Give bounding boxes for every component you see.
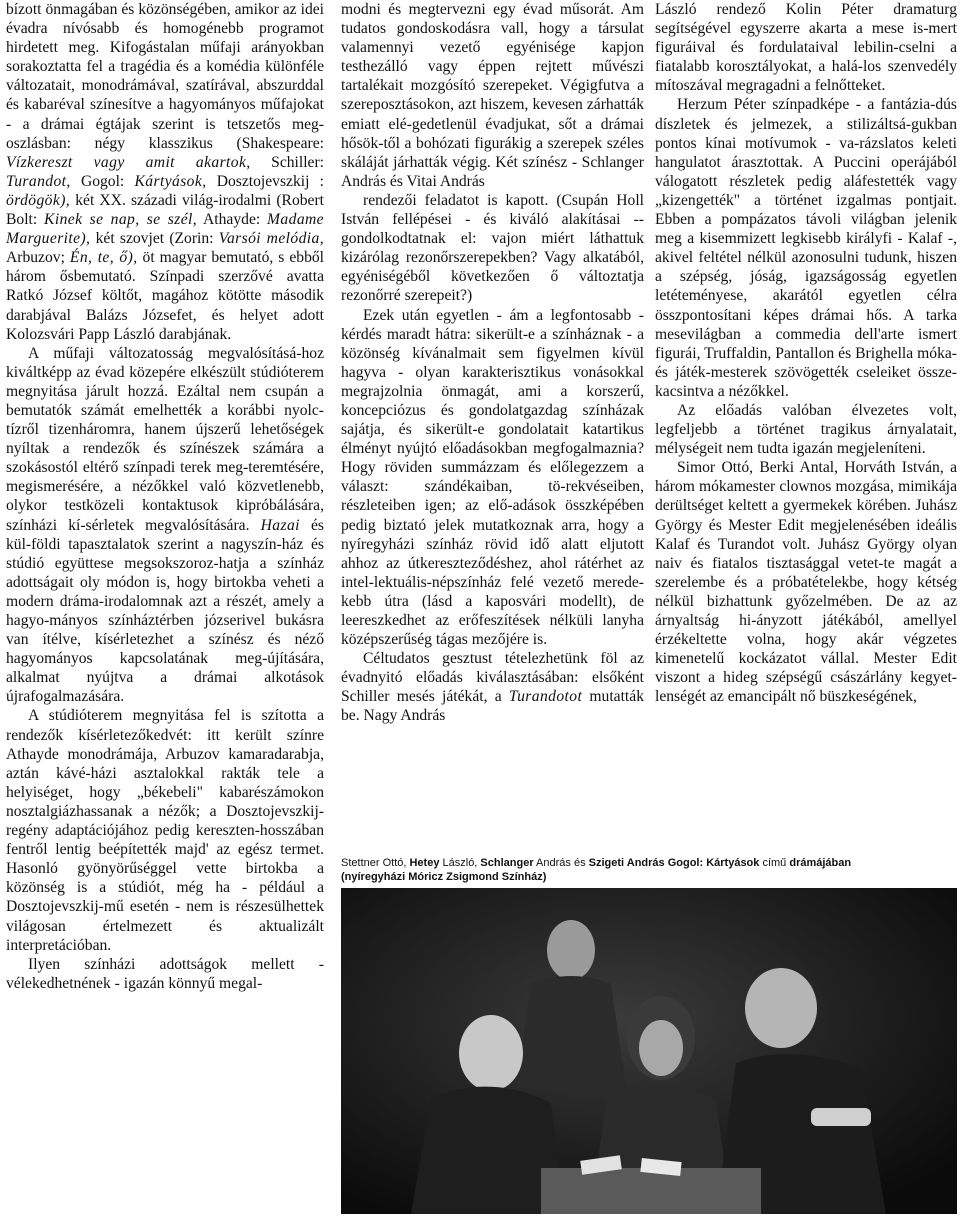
paragraph: László rendező Kolin Péter dramaturg segítségével egyszerre akarta a mese is-mert figuráival és fordulataival lebilin-cselni a fiatalabb korosztályokat, a halá-los szenvedély mítoszával megragadni a felnőtteket. — [655, 1, 957, 95]
paragraph: rendezői feladatot is kapott. (Csupán Holl István fellépései - és kiváló alakításai -- gondolkodtatnak el: vajon miért láthattuk kizárólag rezonőrszerepekben? Vagy alkatából, egyéniségéből következően ő változtatja rezonőrré szerepeit?) — [341, 191, 644, 305]
article-column-3 — [655, 0, 957, 706]
paragraph: bízott önmagában és közönségében, amikor az idei évadra nívósabb és homogénebb programot hirdetett meg. Kifogástalan műfaji arányokban sorakoztatta fel a tragédia és a komédia különféle változatait, monodrámával, szatírával, abszurddal és kabaréval színesítve a hagyományos műfajokat - a drámai égtájak szerint is tetszetős meg-oszlásban: négy klasszikus (Shakespeare: Vízkereszt vagy amit akartok, Schiller: Turandot, Gogol: Kártyások, Dosztojevszkij : ördögök), két XX. századi világ-irodalmi (Robert Bolt: Kinek se nap, se szél, Athayde: Madame Marguerite), két szovjet (Zorin: Varsói melódia, Arbuzov; Én, te, ő), öt magyar bemutató, s ebből három ősbemutató. Színpadi szerzővé avatta Ratkó József költőt, magához kötötte második darabjával Balázs Józsefet, és helyet adott Kolozsvári Papp László darabjának. — [6, 1, 324, 343]
paragraph: Simor Ottó, Berki Antal, Horváth István, a három mókamester clownos mozgása, mimikája derültséget keltett a gyermekek körében. Juhász György és Mester Edit megjelenésében ideális Kalaf és Turandot volt. Juhász György olyan naiv és fiatalos tisztasággal vetet-te magát a szerelembe és a próbatételekbe, hogy kétség nélkül bizhattunk győzelmében. De az az árnyaltság hi-ányzott játékából, amellyel érzékeltette volna, hogy akár végzetes kimenetelű kockázatot vállal. Mester Edit viszont a hideg szépségű császárlány kegyet-lenségét az emancipált nő büszkeségének, — [655, 459, 957, 706]
paragraph: Ezek után egyetlen - ám a legfontosabb - kérdés maradt hátra: sikerült-e a színháznak - a közönség kívánalmait sem figyelmen kívül hagyva - olyan karakterisztikus vonásokkal megrajzolnia önmagát, ami a korszerű, koncepciózus és gondolatgazdag színházak sajátja, és sikerült-e gondolatait katartikus élményt nyújtó előadásokban megfogalmaznia? Hogy röviden summázzam és előlegezzem a választ: szándékaiban, tö-rekvéseiben, részleteiben igen; az elő-adások összképében pedig biztató jelek mutatkoznak arra, hogy a nyíregyházi színház rövid idő alatt eljutott ahhoz az útkereszteződéshez, ahol rátérhet az intel-lektuális-népszínház felé vezető merede-kebb útra (lásd a kaposvári modellt), de leereszkedhet az erőfeszítések nélküli lanyha középszerűség tágas mezőjére is. — [341, 306, 644, 649]
paragraph: Céltudatos gesztust tételezhetünk föl az évadnyitó előadás kiválasztásában: elsőként Schiller mesés játékát, a Turandotot mutatták be. Nagy András — [341, 650, 644, 725]
paragraph: modni és megtervezni egy évad műsorát. Am tudatos gondoskodásra vall, hogy a társulat valamennyi vezető egyénisége kapjon testhezálló vagy éppen rejtett művészi tartalékait mozgósító szerepeket. Végigfutva a szereposztásokon, azt hiszem, kevesen zárhatták emiatt elé-gedetlenül évadjukat, sőt a drámai hősök-től a bohózati figurákig a szerepek széles skáláját járhatták végig. Két színész - Schlanger András és Vitai András — [341, 1, 644, 190]
theatre-photo — [341, 888, 957, 1214]
article-column-1 — [6, 0, 324, 993]
photo-caption: Stettner Ottó, Hetey László, Schlanger András és Szigeti András Gogol: Kártyások című drámájában (nyíregyházi Móricz Zsigmond Színház) — [341, 857, 852, 883]
photo-illustration — [341, 888, 957, 1214]
paragraph: Az előadás valóban élvezetes volt, legfeljebb a történet tragikus árnyalatait, mélységeit nem tudta igazán megjeleníteni. — [655, 401, 957, 458]
paragraph: A műfaji változatosság megvalósításá-hoz kiváltképp az évad közepére elkészült stúdióterem megnyitása járult hozzá. Ezáltal nem csupán a bemutatók számát emelhették a korábbi nyolc-tízről tizenháromra, hanem újszerű lehetőségek nyíltak a rendezők és színészek számára a szokásostól eltérő színpadi terek meg-teremtésére, megismerésére, a nézőkkel való közvetlenebb, olykor testközeli kontaktusok kipróbálására, színházi kí-sérletek megvalósítására. Hazai és kül-földi tapasztalatok szerint a nagyszín-ház és stúdió együttese megsokszoroz-hatja a színház adottságait oly módon is, hogy birtokba veheti a modern dráma-irodalomnak azt a részét, amely a hagyo-mányos színháztérben józserivel bukásra van ítélve, kísérletezhet a színész és néző hagyományos kapcsolatának meg-újítására, alkalmat nyújtva a drámai alkotások újrafogalmazására. — [6, 344, 325, 706]
paragraph: Herzum Péter színpadképe - a fantázia-dús díszletek és jelmezek, a stilizáltsá-gukban pontos kínai motívumok - va-rázslatos keleti hangulatot árasztottak. A Puccini operájából válogatott részletek pedig aláfestették vagy „kizengették" a történet izgalmas pontjait. Ebben a pompázatos távoli világban jelenik meg a kisemmizett legkisebb királyfi - Kalaf -, akivel feltétel nélkül azonosulni tudunk, hiszen a szépség, jóság, igazságosság egyetlen letéteményese, akarától egyetlen célra összpontosítani képes drámai hős. A tarka mesevilágban a commedia dell'arte ismert figurái, Truffaldin, Pantallon és Brighella móka- és játék-mesterek szövögették cseleiket össze-kacsintva a nézőkkel. — [655, 96, 957, 400]
paragraph: Ilyen színházi adottságok mellett - vélekedhetnének - igazán könnyű megal- — [6, 955, 324, 992]
paragraph: A stúdióterem megnyitása fel is szította a rendezők kísérletezőkedvét: itt került színre Athayde monodrámája, Arbuzov kamaradarabja, aztán kávé-házi asztalokkal rakták tele a helyiséget, hogy „békebeli" kabarészámokon nosztalgiázhassanak a nézők; a Dosztojevszkij-regény adaptációjához pedig kereszten-hosszában fentről lentig beépítették majd' az egész termet. Hasonló gyönyörűséggel vette birtokba a közönség is a stúdiót, még ha - például a Dosztojevszkij-mű esetén - nem is részesülhettek világosan értelmezett és aktualizált interpretációban. — [6, 707, 324, 954]
article-column-2 — [341, 0, 644, 726]
